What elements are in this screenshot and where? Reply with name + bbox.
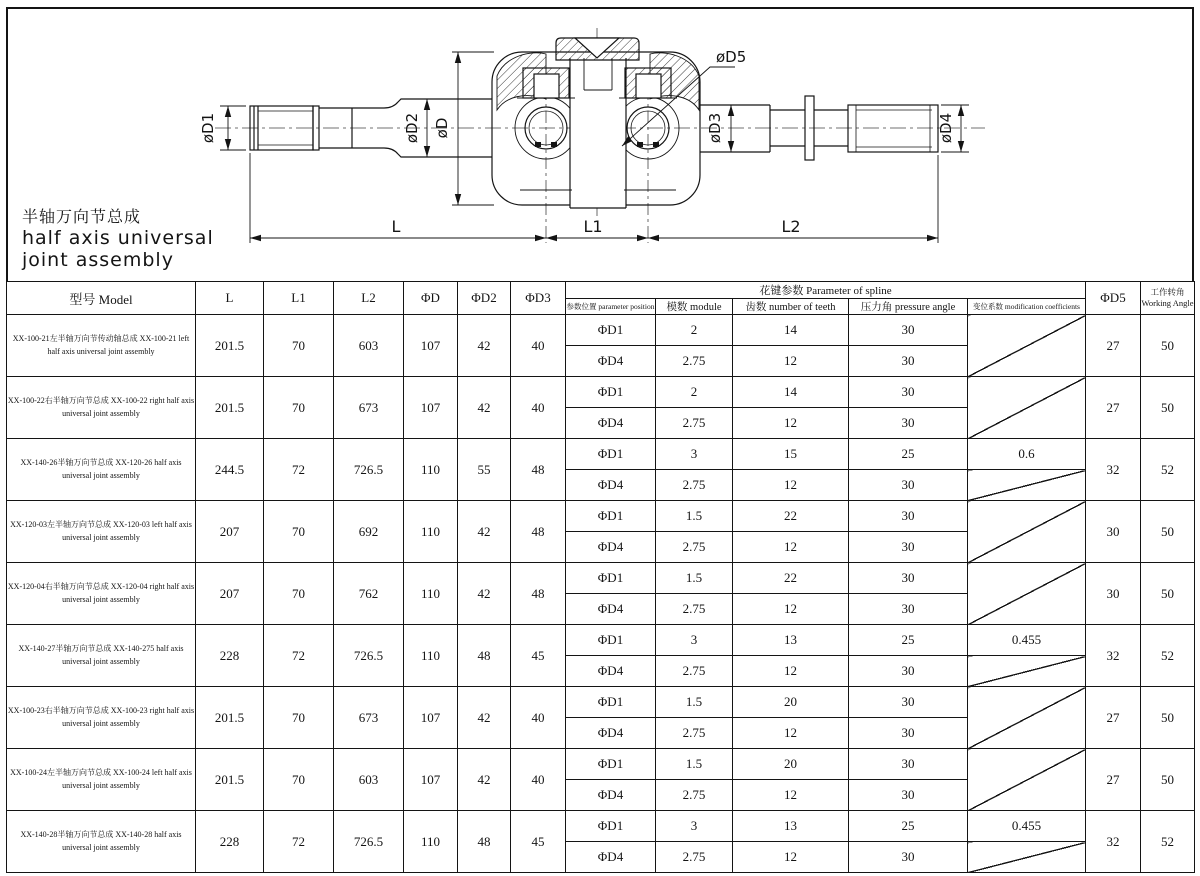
cell-working-angle: 50 xyxy=(1141,563,1195,625)
cell-spline-teeth: 22 xyxy=(733,501,849,532)
cell-dD5: 27 xyxy=(1086,687,1141,749)
cell-spline-teeth: 14 xyxy=(733,377,849,408)
cell-dD2: 42 xyxy=(458,687,511,749)
cell-spline-pressure: 30 xyxy=(849,346,968,377)
cell-L1: 72 xyxy=(264,811,334,873)
cell-L2: 673 xyxy=(334,687,404,749)
header-L1: L1 xyxy=(264,282,334,315)
cell-spline-pos: ΦD1 xyxy=(566,501,656,532)
cell-spline-pos: ΦD4 xyxy=(566,470,656,501)
cell-spline-module: 1.5 xyxy=(656,501,733,532)
cell-dD2: 42 xyxy=(458,377,511,439)
cell-L1: 72 xyxy=(264,439,334,501)
cell-L: 228 xyxy=(196,811,264,873)
cell-L: 201.5 xyxy=(196,749,264,811)
cell-spline-pressure: 30 xyxy=(849,501,968,532)
cell-dD: 107 xyxy=(404,749,458,811)
cell-model: XX-100-22右半轴万向节总成 XX-100-22 right half axis universal joint assembly xyxy=(7,377,196,439)
spec-row-7 xyxy=(7,687,1195,718)
spec-row-6 xyxy=(7,625,1195,656)
cell-spline-teeth: 12 xyxy=(733,718,849,749)
cell-L1: 72 xyxy=(264,625,334,687)
cell-working-angle: 52 xyxy=(1141,811,1195,873)
header-dD2: ΦD2 xyxy=(458,282,511,315)
cell-spline-module: 3 xyxy=(656,811,733,842)
spec-row-3 xyxy=(7,439,1195,470)
spec-row-9 xyxy=(7,811,1195,842)
cell-spline-module: 1.5 xyxy=(656,749,733,780)
cell-dD2: 42 xyxy=(458,501,511,563)
cell-dD5: 32 xyxy=(1086,625,1141,687)
cell-spline-pos: ΦD4 xyxy=(566,718,656,749)
cell-spline-pressure: 30 xyxy=(849,718,968,749)
cell-spline-pressure: 30 xyxy=(849,563,968,594)
cell-spline-pressure: 25 xyxy=(849,439,968,470)
cell-mod-coeff-empty xyxy=(968,563,1086,625)
cell-spline-pressure: 25 xyxy=(849,625,968,656)
cell-spline-module: 3 xyxy=(656,625,733,656)
cell-L: 201.5 xyxy=(196,377,264,439)
cell-dD5: 27 xyxy=(1086,377,1141,439)
cell-spline-pos: ΦD1 xyxy=(566,749,656,780)
cell-spline-pos: ΦD1 xyxy=(566,687,656,718)
cell-spline-pressure: 25 xyxy=(849,811,968,842)
cell-spline-pressure: 30 xyxy=(849,656,968,687)
spec-table xyxy=(6,281,1195,873)
cell-mod-coeff: 0.455 xyxy=(968,811,1086,842)
cell-working-angle: 50 xyxy=(1141,501,1195,563)
header-mod-coeff: 变位系数 modification coefficients xyxy=(968,299,1086,315)
dim-label-d1: øD1 xyxy=(199,112,217,144)
cell-spline-module: 2 xyxy=(656,377,733,408)
cell-dD2: 42 xyxy=(458,563,511,625)
cell-dD3: 40 xyxy=(511,315,566,377)
cell-spline-module: 1.5 xyxy=(656,687,733,718)
cell-dD5: 32 xyxy=(1086,811,1141,873)
cell-spline-teeth: 12 xyxy=(733,532,849,563)
cell-L1: 70 xyxy=(264,563,334,625)
cell-dD3: 45 xyxy=(511,811,566,873)
cell-dD5: 27 xyxy=(1086,749,1141,811)
cell-spline-pos: ΦD4 xyxy=(566,346,656,377)
cell-spline-module: 2.75 xyxy=(656,718,733,749)
part-outline xyxy=(250,38,938,208)
cell-dD3: 48 xyxy=(511,439,566,501)
cell-dD2: 42 xyxy=(458,315,511,377)
header-spline-group: 花键参数 Parameter of spline xyxy=(566,282,1086,299)
cell-dD2: 48 xyxy=(458,625,511,687)
dim-label-L2: L2 xyxy=(781,217,801,236)
cell-dD3: 40 xyxy=(511,749,566,811)
cell-spline-teeth: 12 xyxy=(733,594,849,625)
cell-spline-pressure: 30 xyxy=(849,687,968,718)
cell-spline-module: 2.75 xyxy=(656,842,733,873)
cell-spline-teeth: 20 xyxy=(733,687,849,718)
cell-dD3: 40 xyxy=(511,377,566,439)
cell-dD5: 27 xyxy=(1086,315,1141,377)
cell-L: 207 xyxy=(196,563,264,625)
cell-model: XX-100-21左半轴万向节传动轴总成 XX-100-21 left half axis universal joint assembly xyxy=(7,315,196,377)
cell-working-angle: 52 xyxy=(1141,625,1195,687)
cell-L2: 762 xyxy=(334,563,404,625)
cell-spline-teeth: 12 xyxy=(733,346,849,377)
cell-L1: 70 xyxy=(264,749,334,811)
dim-label-L1: L1 xyxy=(583,217,603,236)
dim-label-d3: øD3 xyxy=(706,112,724,144)
header-module: 模数 module xyxy=(656,299,733,315)
cell-dD: 110 xyxy=(404,501,458,563)
cell-L2: 603 xyxy=(334,749,404,811)
cell-working-angle: 50 xyxy=(1141,687,1195,749)
header-dD3: ΦD3 xyxy=(511,282,566,315)
cell-spline-module: 2.75 xyxy=(656,408,733,439)
cell-spline-teeth: 12 xyxy=(733,842,849,873)
cell-mod-coeff: 0.6 xyxy=(968,439,1086,470)
cell-spline-pos: ΦD4 xyxy=(566,656,656,687)
cell-dD5: 30 xyxy=(1086,501,1141,563)
cell-spline-pos: ΦD4 xyxy=(566,842,656,873)
cell-spline-module: 3 xyxy=(656,439,733,470)
cell-spline-pressure: 30 xyxy=(849,749,968,780)
cell-dD: 110 xyxy=(404,811,458,873)
cell-spline-pressure: 30 xyxy=(849,315,968,346)
cell-L2: 692 xyxy=(334,501,404,563)
cell-mod-coeff: 0.455 xyxy=(968,625,1086,656)
cell-mod-coeff-empty xyxy=(968,842,1086,873)
cell-dD: 107 xyxy=(404,377,458,439)
cell-spline-module: 2.75 xyxy=(656,594,733,625)
cell-dD: 110 xyxy=(404,439,458,501)
cell-dD3: 40 xyxy=(511,687,566,749)
cell-spline-pos: ΦD4 xyxy=(566,408,656,439)
header-working-angle xyxy=(1141,282,1195,315)
dim-label-d2: øD2 xyxy=(403,112,421,144)
cell-spline-pressure: 30 xyxy=(849,532,968,563)
drawing-title-en-1: half axis universal xyxy=(22,227,214,249)
cell-L2: 673 xyxy=(334,377,404,439)
cell-spline-teeth: 12 xyxy=(733,408,849,439)
drawing-title-zh: 半轴万向节总成 xyxy=(22,207,142,226)
cell-dD: 107 xyxy=(404,687,458,749)
cell-model: XX-140-26半轴万向节总成 XX-120-26 half axis universal joint assembly xyxy=(7,439,196,501)
cell-model: XX-120-03左半轴万向节总成 XX-120-03 left half axis universal joint assembly xyxy=(7,501,196,563)
drawing-title-en-2: joint assembly xyxy=(22,249,174,271)
cell-spline-pos: ΦD1 xyxy=(566,625,656,656)
cell-model: XX-140-27半轴万向节总成 XX-140-275 half axis universal joint assembly xyxy=(7,625,196,687)
spec-row-4 xyxy=(7,501,1195,532)
spec-row-1 xyxy=(7,315,1195,346)
cell-spline-pos: ΦD1 xyxy=(566,377,656,408)
cell-L2: 726.5 xyxy=(334,625,404,687)
cell-spline-pressure: 30 xyxy=(849,594,968,625)
cell-spline-pos: ΦD1 xyxy=(566,439,656,470)
dim-label-d5: øD5 xyxy=(716,48,747,66)
header-teeth: 齿数 number of teeth xyxy=(733,299,849,315)
drawing-title xyxy=(22,204,214,271)
cell-dD2: 42 xyxy=(458,749,511,811)
dim-label-d4: øD4 xyxy=(937,112,955,144)
cell-mod-coeff-empty xyxy=(968,749,1086,811)
header-L: L xyxy=(196,282,264,315)
cell-L1: 70 xyxy=(264,501,334,563)
cell-L2: 726.5 xyxy=(334,439,404,501)
cell-spline-teeth: 12 xyxy=(733,780,849,811)
cell-dD5: 30 xyxy=(1086,563,1141,625)
cell-spline-teeth: 20 xyxy=(733,749,849,780)
cell-dD2: 48 xyxy=(458,811,511,873)
cell-spline-pos: ΦD1 xyxy=(566,563,656,594)
header-dD5: ΦD5 xyxy=(1086,282,1141,315)
cell-spline-pressure: 30 xyxy=(849,780,968,811)
cell-mod-coeff-empty xyxy=(968,501,1086,563)
cell-spline-pos: ΦD4 xyxy=(566,780,656,811)
cell-spline-pressure: 30 xyxy=(849,470,968,501)
cell-dD3: 48 xyxy=(511,501,566,563)
cell-dD: 110 xyxy=(404,625,458,687)
cell-dD: 110 xyxy=(404,563,458,625)
cell-model: XX-120-04右半轴万向节总成 XX-120-04 right half axis universal joint assembly xyxy=(7,563,196,625)
spec-row-8 xyxy=(7,749,1195,780)
cell-working-angle: 50 xyxy=(1141,315,1195,377)
cell-spline-pressure: 30 xyxy=(849,842,968,873)
cell-spline-teeth: 13 xyxy=(733,811,849,842)
cell-spline-teeth: 13 xyxy=(733,625,849,656)
cell-spline-module: 2.75 xyxy=(656,532,733,563)
cell-L2: 726.5 xyxy=(334,811,404,873)
header-dD: ΦD xyxy=(404,282,458,315)
cell-spline-teeth: 14 xyxy=(733,315,849,346)
cell-model: XX-100-24左半轴万向节总成 XX-100-24 left half axis universal joint assembly xyxy=(7,749,196,811)
cell-mod-coeff-empty xyxy=(968,377,1086,439)
header-working-angle-en: Working Angle xyxy=(1141,298,1194,308)
cell-L2: 603 xyxy=(334,315,404,377)
cell-dD: 107 xyxy=(404,315,458,377)
cell-spline-pressure: 30 xyxy=(849,408,968,439)
cell-spline-module: 2 xyxy=(656,315,733,346)
cell-L: 228 xyxy=(196,625,264,687)
cell-spline-teeth: 12 xyxy=(733,470,849,501)
cell-dD3: 48 xyxy=(511,563,566,625)
cell-L: 201.5 xyxy=(196,687,264,749)
cell-spline-teeth: 12 xyxy=(733,656,849,687)
cell-spline-module: 1.5 xyxy=(656,563,733,594)
cell-mod-coeff-empty xyxy=(968,656,1086,687)
cell-L: 207 xyxy=(196,501,264,563)
cell-spline-pos: ΦD4 xyxy=(566,532,656,563)
dim-label-L: L xyxy=(391,217,401,236)
cell-mod-coeff-empty xyxy=(968,315,1086,377)
header-model: 型号 Model xyxy=(7,282,196,315)
cell-spline-module: 2.75 xyxy=(656,780,733,811)
spec-row-2 xyxy=(7,377,1195,408)
header-param-position: 参数位置 parameter position xyxy=(566,299,656,315)
cell-spline-pressure: 30 xyxy=(849,377,968,408)
cell-L1: 70 xyxy=(264,377,334,439)
cell-working-angle: 52 xyxy=(1141,439,1195,501)
cell-spline-pos: ΦD1 xyxy=(566,315,656,346)
cell-spline-module: 2.75 xyxy=(656,346,733,377)
cell-dD2: 55 xyxy=(458,439,511,501)
cell-model: XX-140-28半轴万向节总成 XX-140-28 half axis universal joint assembly xyxy=(7,811,196,873)
header-L2: L2 xyxy=(334,282,404,315)
cell-working-angle: 50 xyxy=(1141,749,1195,811)
cell-spline-pos: ΦD4 xyxy=(566,594,656,625)
cell-model: XX-100-23右半轴万向节总成 XX-100-23 right half axis universal joint assembly xyxy=(7,687,196,749)
cell-spline-pos: ΦD1 xyxy=(566,811,656,842)
header-working-angle-zh: 工作转角 xyxy=(1150,287,1185,298)
dim-label-d: øD xyxy=(433,117,451,139)
cell-L: 244.5 xyxy=(196,439,264,501)
cell-mod-coeff-empty xyxy=(968,470,1086,501)
cell-working-angle: 50 xyxy=(1141,377,1195,439)
spec-table-body xyxy=(7,315,1195,873)
cell-L1: 70 xyxy=(264,687,334,749)
spec-row-5 xyxy=(7,563,1195,594)
cell-dD3: 45 xyxy=(511,625,566,687)
cell-spline-teeth: 15 xyxy=(733,439,849,470)
cell-spline-module: 2.75 xyxy=(656,656,733,687)
cell-spline-teeth: 22 xyxy=(733,563,849,594)
cell-spline-module: 2.75 xyxy=(656,470,733,501)
cell-L: 201.5 xyxy=(196,315,264,377)
cell-mod-coeff-empty xyxy=(968,687,1086,749)
cell-L1: 70 xyxy=(264,315,334,377)
header-pressure-angle: 压力角 pressure angle xyxy=(849,299,968,315)
cell-dD5: 32 xyxy=(1086,439,1141,501)
